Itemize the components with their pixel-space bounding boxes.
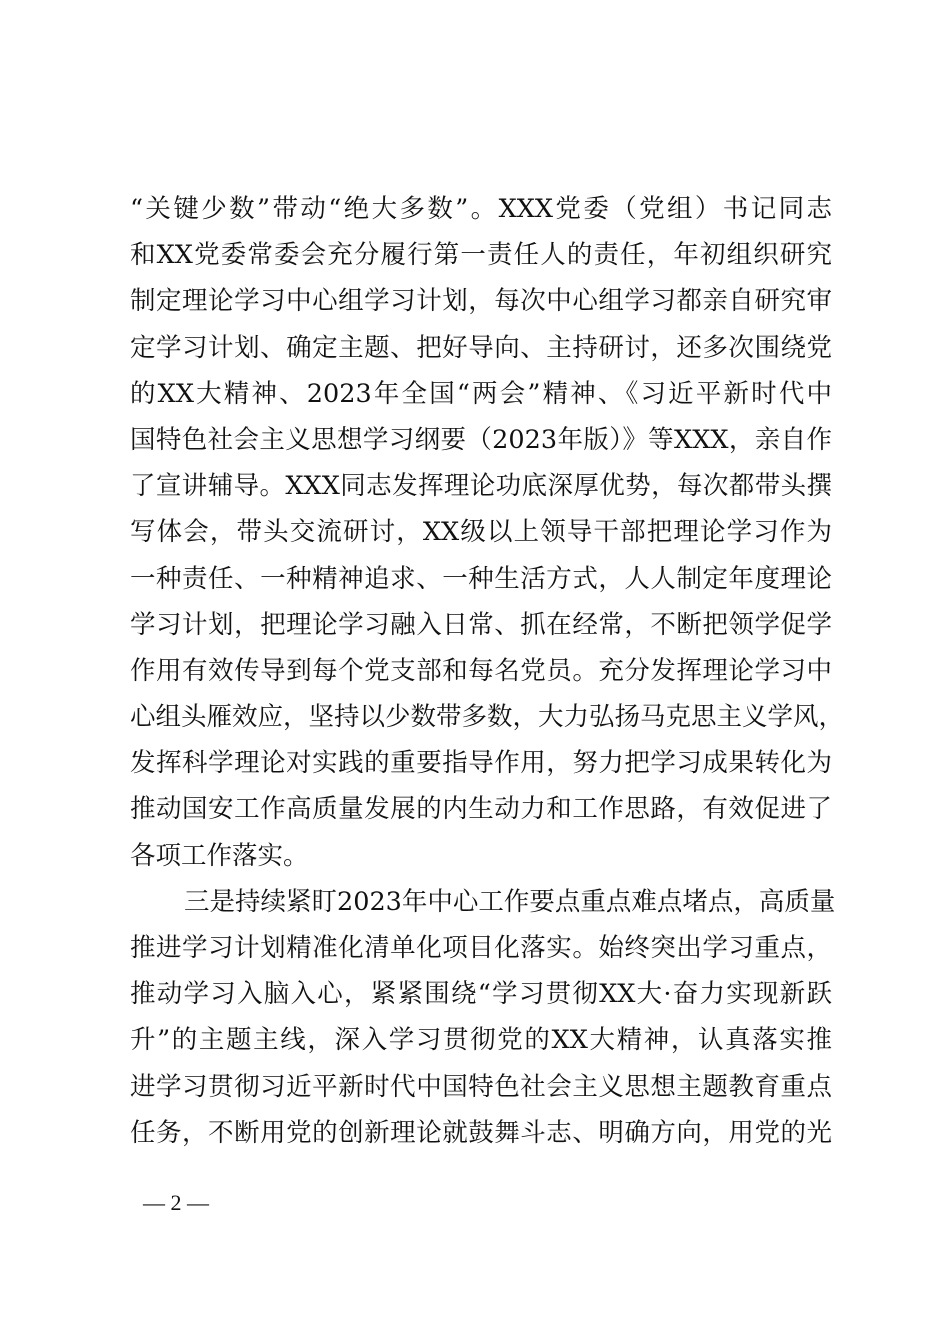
- paragraph-line: 各项工作落实。: [130, 840, 309, 871]
- paragraph-line: 作用有效传导到每个党支部和每名党员。充分发挥理论学习中: [130, 655, 832, 686]
- paragraph-line: 定学习计划、确定主题、把好导向、主持研讨，还多次围绕党: [130, 332, 832, 363]
- paragraph-line: 进学习贯彻习近平新时代中国特色社会主义思想主题教育重点: [130, 1071, 832, 1102]
- paragraph-line: 心组头雁效应，坚持以少数带多数，大力弘扬马克思主义学风，: [130, 702, 845, 733]
- paragraph-line: 写体会，带头交流研讨，XX级以上领导干部把理论学习作为: [130, 517, 832, 548]
- paragraph-line: 任务，不断用党的创新理论就鼓舞斗志、明确方向，用党的光: [130, 1117, 832, 1148]
- paragraph-line: 发挥科学理论对实践的重要指导作用，努力把学习成果转化为: [130, 748, 832, 779]
- paragraph-line: 推进学习计划精准化清单化项目化落实。始终突出学习重点，: [130, 933, 832, 963]
- paragraph-line: “关键少数”带动“绝大多数”。XXX党委（党组）书记同志: [130, 194, 832, 224]
- body-text: [130, 186, 845, 1156]
- paragraph-line: 一种责任、一种精神追求、一种生活方式，人人制定年度理论: [130, 563, 832, 594]
- paragraph-line: 了宣讲辅导。XXX同志发挥理论功底深厚优势，每次都带头撰: [130, 471, 832, 502]
- page-number: — 2 —: [143, 1190, 209, 1215]
- paragraph-line: 推动国安工作高质量发展的内生动力和工作思路，有效促进了: [130, 794, 832, 825]
- paragraph-line: 推动学习入脑入心，紧紧围绕“学习贯彻XX大·奋力实现新跃: [130, 979, 832, 1010]
- paragraph-line: 国特色社会主义思想学习纲要（2023年版）》等XXX，亲自作: [130, 424, 832, 455]
- paragraph-line: 学习计划，把理论学习融入日常、抓在经常，不断把领学促学: [130, 609, 832, 640]
- paragraph-line: 制定理论学习中心组学习计划，每次中心组学习都亲自研究审: [130, 286, 832, 317]
- paragraph-line: 和XX党委常委会充分履行第一责任人的责任，年初组织研究: [130, 240, 832, 271]
- paragraph-line: 升”的主题主线，深入学习贯彻党的XX大精神，认真落实推: [130, 1025, 832, 1056]
- paragraph-line: 三是持续紧盯2023年中心工作要点重点难点堵点，高质量: [184, 886, 836, 917]
- paragraph-line: 的XX大精神、2023年全国“两会”精神、《习近平新时代中: [130, 378, 832, 409]
